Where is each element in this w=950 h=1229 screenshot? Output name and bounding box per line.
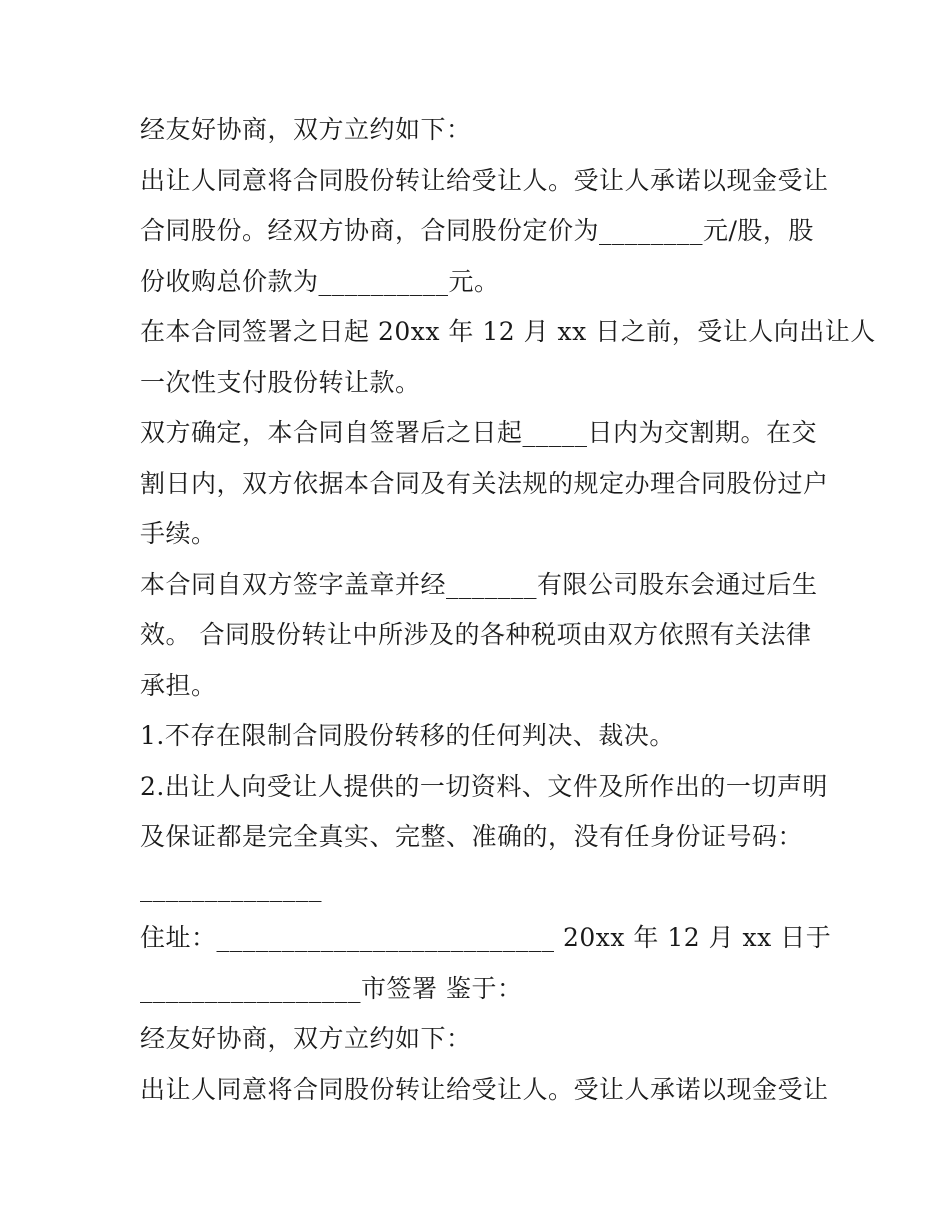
document-line: 2.出让人向受让人提供的一切资料、文件及所作出的一切声明 (140, 771, 828, 801)
document-line: 出让人同意将合同股份转让给受让人。受让人承诺以现金受让 (140, 165, 829, 195)
document-line: 本合同自双方签字盖章并经_______有限公司股东会通过后生 (140, 569, 818, 599)
document-line: 及保证都是完全真实、完整、准确的，没有任身份证号码： (140, 822, 804, 851)
document-line: 经友好协商，双方立约如下： (140, 1024, 472, 1053)
document-line: 双方确定，本合同自签署后之日起_____日内为交割期。在交 (140, 418, 818, 447)
document-line: 在本合同签署之日起 20xx 年 12 月 xx 日之前，受让人向出让人 (140, 317, 876, 346)
document-line: 效。 合同股份转让中所涉及的各种税项由双方依照有关法律 (140, 620, 812, 649)
document-line: ______________ (140, 872, 322, 902)
document-line: 一次性支付股份转让款。 (140, 367, 421, 397)
document-line: 经友好协商，双方立约如下： (140, 115, 472, 144)
document-line: 份收购总价款为__________元。 (140, 266, 500, 296)
document-body (140, 105, 876, 1115)
document-line: 1.不存在限制合同股份转移的任何判决、裁决。 (140, 721, 675, 750)
document-line: 合同股份。经双方协商，合同股份定价为________元/股，股 (140, 216, 814, 245)
document-line: 承担。 (140, 670, 217, 700)
document-line: _________________市签署 鉴于： (140, 973, 523, 1003)
document-line: 出让人同意将合同股份转让给受让人。受让人承诺以现金受让 (140, 1074, 829, 1104)
document-line: 手续。 (140, 519, 217, 548)
document-line: 割日内，双方依据本合同及有关法规的规定办理合同股份过户 (140, 468, 829, 498)
document-line: 住址：__________________________ 20xx 年 12 月 xx 日于 (140, 923, 832, 952)
